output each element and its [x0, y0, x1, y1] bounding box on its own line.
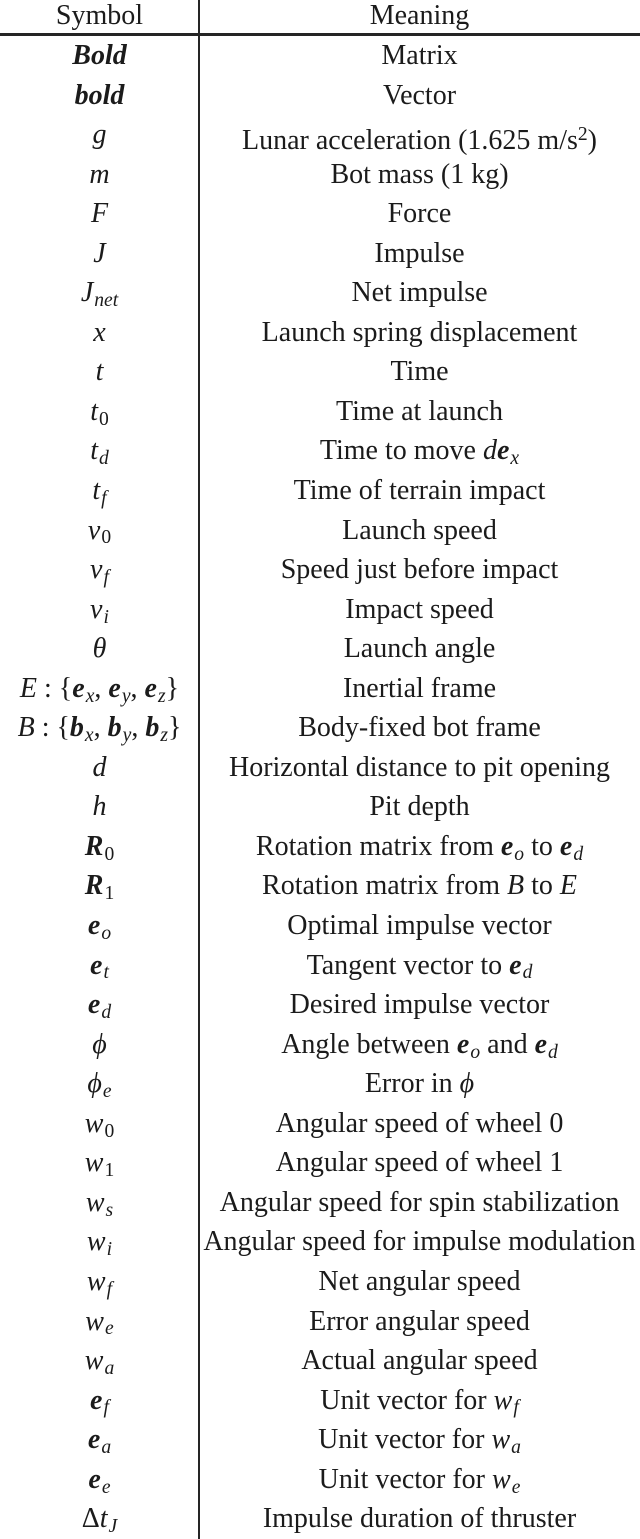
meaning-cell — [199, 511, 640, 551]
text-fragment: Angular speed of wheel 1 — [275, 1147, 564, 1179]
symbol-cell — [0, 511, 199, 551]
table-row — [0, 1499, 640, 1539]
text-fragment: Unit vector for — [318, 1424, 492, 1456]
table-row — [0, 155, 640, 195]
meaning-cell — [199, 115, 640, 155]
text-fragment: Net angular speed — [318, 1265, 521, 1297]
text-fragment: Actual angular speed — [301, 1345, 538, 1377]
table-row — [0, 550, 640, 590]
math-symbol: $w_0$ — [84, 1107, 115, 1142]
table-row — [0, 352, 640, 392]
math-bold-symbol: $e_o$ — [87, 910, 112, 944]
math-symbol: B — [506, 870, 525, 902]
symbol-cell — [0, 273, 199, 313]
subscript: net — [94, 290, 119, 312]
math-symbol: $w_a$ — [491, 1424, 521, 1459]
subscript: J — [108, 1516, 118, 1538]
text-fragment: Time of terrain impact — [293, 475, 546, 507]
math-bold-symbol: bold — [74, 79, 125, 111]
table-row — [0, 946, 640, 986]
table-row — [0, 866, 640, 906]
table-row — [0, 1381, 640, 1421]
symbol-cell — [0, 234, 199, 274]
text-fragment: Angular speed of wheel 0 — [275, 1107, 564, 1139]
meaning-cell — [199, 155, 640, 195]
math-symbol: $v_i$ — [90, 593, 109, 628]
symbol-cell — [0, 1222, 199, 1262]
table-row — [0, 1262, 640, 1302]
table-row — [0, 194, 640, 234]
meaning-cell — [199, 352, 640, 392]
math-symbol: ϕ — [92, 1028, 107, 1060]
subscript: i — [103, 606, 109, 628]
subscript: o — [514, 843, 525, 865]
math-bold-symbol: $e_d$ — [559, 830, 584, 865]
text-fragment: , — [94, 672, 109, 704]
subscript: a — [511, 1437, 521, 1459]
meaning-cell — [199, 1460, 640, 1500]
meaning-cell — [199, 1341, 640, 1381]
math-symbol: $w_f$ — [86, 1265, 113, 1300]
text-fragment: Impulse duration of thruster — [262, 1503, 577, 1535]
meaning-cell — [199, 708, 640, 748]
symbol-cell — [0, 1341, 199, 1381]
symbol-cell — [0, 194, 199, 234]
text-fragment: , — [93, 712, 108, 744]
subscript: y — [121, 685, 131, 707]
table-row — [0, 985, 640, 1025]
math-bold-symbol: $e_x$ — [496, 435, 520, 470]
text-fragment: Rotation matrix from — [255, 830, 501, 862]
symbol-cell — [0, 155, 199, 195]
symbol-cell — [0, 827, 199, 867]
subscript: 1 — [104, 883, 115, 905]
math-symbol: g — [92, 119, 107, 151]
meaning-cell — [199, 194, 640, 234]
symbol-cell — [0, 431, 199, 471]
table-row — [0, 1302, 640, 1342]
math-symbol: $w_e$ — [492, 1463, 521, 1498]
subscript: x — [85, 685, 95, 707]
math-bold-symbol: $e_a$ — [87, 1424, 112, 1459]
subscript: a — [104, 1357, 115, 1379]
math-bold-symbol: $b_y$ — [107, 712, 132, 747]
subscript: e — [101, 1476, 111, 1498]
symbol-cell — [0, 946, 199, 986]
text-fragment: Unit vector for — [318, 1463, 492, 1495]
math-bold-symbol: $e_x$ — [72, 672, 95, 707]
math-symbol: θ — [92, 633, 107, 665]
math-symbol: $v_0$ — [87, 514, 112, 549]
subscript: y — [122, 725, 132, 747]
subscript: d — [522, 962, 533, 984]
table-row — [0, 115, 640, 155]
meaning-cell — [199, 431, 640, 471]
text-fragment: Angle between — [281, 1028, 457, 1060]
symbol-cell — [0, 1064, 199, 1104]
math-bold-symbol: Bold — [72, 40, 127, 71]
text-fragment: and — [480, 1028, 535, 1060]
meaning-cell — [199, 629, 640, 669]
text-fragment: Error angular speed — [309, 1305, 530, 1337]
symbol-cell — [0, 1381, 199, 1421]
symbol-cell — [0, 906, 199, 946]
table-row — [0, 669, 640, 709]
math-symbol: E — [19, 672, 38, 704]
table-row — [0, 1143, 640, 1183]
header-meaning — [199, 0, 640, 34]
subscript: d — [101, 1002, 112, 1024]
math-symbol: $w_i$ — [86, 1226, 113, 1261]
text-fragment: Body-fixed bot frame — [298, 712, 541, 744]
header-meaning-label: Meaning — [369, 0, 470, 31]
symbol-cell — [0, 866, 199, 906]
meaning-cell — [199, 550, 640, 590]
symbol-cell — [0, 1460, 199, 1500]
meaning-cell — [199, 1262, 640, 1302]
table-row — [0, 1222, 640, 1262]
math-symbol: F — [90, 198, 109, 230]
table-row — [0, 1025, 640, 1065]
subscript: o — [101, 922, 112, 944]
header-symbol-label: Symbol — [55, 0, 144, 31]
symbol-cell — [0, 115, 199, 155]
table-row — [0, 827, 640, 867]
table-row — [0, 1460, 640, 1500]
subscript: s — [105, 1199, 114, 1221]
text-fragment: ) — [587, 124, 597, 155]
symbol-cell — [0, 1420, 199, 1460]
symbol-cell — [0, 550, 199, 590]
symbol-cell — [0, 1262, 199, 1302]
table-row — [0, 787, 640, 827]
subscript: e — [511, 1476, 521, 1498]
meaning-cell — [199, 827, 640, 867]
meaning-cell — [199, 748, 640, 788]
text-fragment: : { — [34, 712, 70, 744]
math-symbol: $w_s$ — [85, 1186, 114, 1221]
math-symbol: $w_a$ — [84, 1345, 115, 1379]
subscript: e — [104, 1318, 114, 1340]
math-symbol: $t_f$ — [92, 475, 107, 509]
text-fragment: Lunar acceleration (1.625 m/s — [242, 124, 578, 155]
text-fragment: Impact speed — [345, 593, 494, 625]
math-bold-symbol: $e_y$ — [108, 672, 131, 707]
meaning-cell — [199, 1104, 640, 1144]
text-fragment: Angular speed for impulse modulation — [203, 1226, 636, 1258]
table-row — [0, 1341, 640, 1381]
math-symbol: m — [89, 158, 110, 190]
math-bold-symbol: $e_f$ — [90, 1384, 109, 1419]
subscript: 0 — [104, 843, 115, 865]
subscript: i — [106, 1239, 113, 1261]
math-bold-symbol: $e_d$ — [509, 949, 533, 984]
text-fragment: } — [165, 672, 180, 704]
meaning-cell — [199, 1025, 640, 1065]
symbol-cell — [0, 985, 199, 1025]
subscript: o — [470, 1041, 481, 1063]
meaning-cell — [199, 313, 640, 353]
math-bold-symbol: $e_d$ — [534, 1028, 558, 1063]
table-row — [0, 313, 640, 353]
table-row — [0, 708, 640, 748]
meaning-cell — [199, 590, 640, 630]
text-fragment: to — [524, 830, 560, 862]
text-fragment: Vector — [382, 79, 457, 111]
symbol-cell — [0, 1104, 199, 1144]
meaning-cell — [199, 1302, 640, 1342]
math-symbol: E — [559, 870, 577, 902]
meaning-cell — [199, 787, 640, 827]
text-fragment: } — [167, 712, 182, 744]
meaning-cell — [199, 234, 640, 274]
math-symbol: d — [92, 751, 107, 783]
meaning-cell — [199, 471, 640, 511]
symbol-cell — [0, 352, 199, 392]
superscript: 2 — [577, 124, 588, 146]
subscript: x — [84, 725, 94, 747]
symbol-cell — [0, 708, 199, 748]
table-row — [0, 76, 640, 116]
math-symbol: $w_e$ — [85, 1305, 114, 1340]
meaning-cell — [199, 1183, 640, 1223]
text-fragment: Unit vector for — [320, 1384, 494, 1416]
text-fragment: Net impulse — [351, 277, 488, 309]
meaning-cell — [199, 1499, 640, 1539]
subscript: f — [101, 487, 107, 509]
meaning-cell — [199, 1381, 640, 1421]
table-row — [0, 629, 640, 669]
math-bold-symbol: $e_z$ — [144, 672, 166, 707]
meaning-cell — [199, 392, 640, 432]
math-symbol: $\phi_e$ — [87, 1068, 112, 1103]
symbol-cell — [0, 1499, 199, 1539]
text-fragment: Impulse — [374, 237, 465, 269]
subscript: 0 — [101, 527, 112, 549]
symbol-cell — [0, 1025, 199, 1065]
math-bold-symbol: $e_o$ — [500, 830, 525, 865]
math-bold-symbol: $b_z$ — [145, 712, 168, 747]
symbol-cell — [0, 787, 199, 827]
symbol-cell — [0, 36, 199, 76]
meaning-cell — [199, 906, 640, 946]
symbol-cell — [0, 629, 199, 669]
text-fragment: Time — [390, 356, 449, 388]
table-row — [0, 1420, 640, 1460]
text-fragment: Rotation matrix from — [262, 870, 507, 902]
text-fragment: Error in — [364, 1068, 460, 1100]
symbol-cell — [0, 392, 199, 432]
table-row — [0, 511, 640, 551]
text-fragment: Matrix — [381, 40, 458, 71]
text-fragment: Launch angle — [343, 633, 496, 665]
math-symbol: t — [95, 356, 104, 388]
table-header-row — [0, 0, 640, 34]
table-row — [0, 273, 640, 313]
math-symbol: h — [92, 791, 107, 823]
text-fragment: Δ — [81, 1503, 100, 1535]
text-fragment: Bot mass (1 kg) — [330, 158, 509, 190]
symbol-cell — [0, 471, 199, 511]
math-bold-symbol: $e_o$ — [456, 1028, 481, 1063]
math-symbol: d — [482, 435, 497, 467]
meaning-cell — [199, 273, 640, 313]
meaning-cell — [199, 985, 640, 1025]
math-symbol: J — [93, 237, 106, 269]
symbol-cell — [0, 1183, 199, 1223]
text-fragment: Time to move — [319, 435, 483, 467]
subscript: x — [510, 448, 520, 470]
subscript: e — [102, 1081, 112, 1103]
text-fragment: Launch speed — [342, 514, 497, 546]
text-fragment: Desired impulse vector — [289, 989, 550, 1021]
table-row — [0, 748, 640, 788]
meaning-cell — [199, 946, 640, 986]
table-row — [0, 234, 640, 274]
text-fragment: Speed just before impact — [280, 554, 559, 586]
subscript: d — [98, 448, 109, 470]
text-fragment: : { — [37, 672, 73, 704]
symbol-cell — [0, 313, 199, 353]
table-body — [0, 36, 640, 1539]
table-row — [0, 471, 640, 511]
meaning-cell — [199, 1420, 640, 1460]
math-symbol: B — [17, 712, 35, 744]
text-fragment: , — [130, 672, 145, 704]
meaning-cell — [199, 1064, 640, 1104]
subscript: 1 — [104, 1160, 115, 1182]
math-symbol: $t_0$ — [90, 395, 109, 430]
math-symbol: $J_{net}$ — [80, 277, 119, 312]
subscript: t — [103, 962, 109, 984]
math-bold-symbol: $e_d$ — [87, 989, 112, 1024]
math-symbol: $v_f$ — [90, 554, 109, 588]
text-fragment: Tangent vector to — [306, 949, 510, 981]
symbol-cell — [0, 748, 199, 788]
math-bold-symbol: $R_0$ — [84, 830, 115, 865]
symbol-cell — [0, 590, 199, 630]
header-symbol — [0, 0, 199, 34]
math-bold-symbol: $e_t$ — [90, 949, 109, 984]
symbol-cell — [0, 1143, 199, 1183]
text-fragment: Horizontal distance to pit opening — [228, 751, 611, 783]
text-fragment: to — [524, 870, 560, 902]
text-fragment: Time at launch — [336, 395, 503, 427]
meaning-cell — [199, 669, 640, 709]
math-symbol: x — [93, 316, 106, 348]
math-symbol: $w_f$ — [493, 1384, 519, 1419]
math-symbol: $w_1$ — [84, 1147, 115, 1182]
table-row — [0, 36, 640, 76]
symbol-cell — [0, 669, 199, 709]
text-fragment: Launch spring displacement — [261, 316, 578, 348]
table-row — [0, 392, 640, 432]
meaning-cell — [199, 1143, 640, 1183]
table-row — [0, 1104, 640, 1144]
meaning-cell — [199, 76, 640, 116]
meaning-cell — [199, 1222, 640, 1262]
subscript: f — [106, 1278, 113, 1300]
math-bold-symbol: $b_x$ — [69, 712, 94, 747]
subscript: d — [573, 843, 584, 865]
subscript: 0 — [98, 408, 109, 430]
math-bold-symbol: $e_e$ — [88, 1463, 111, 1498]
subscript: f — [513, 1397, 519, 1419]
subscript: f — [103, 1397, 109, 1419]
table-row — [0, 906, 640, 946]
math-symbol: $t_J$ — [99, 1503, 118, 1538]
table-row — [0, 1183, 640, 1223]
subscript: a — [101, 1437, 112, 1459]
math-symbol: ϕ — [459, 1068, 475, 1100]
symbol-cell — [0, 1302, 199, 1342]
subscript: f — [103, 567, 109, 588]
math-bold-symbol: $R_1$ — [84, 870, 115, 905]
text-fragment: , — [131, 712, 146, 744]
subscript: z — [160, 725, 168, 747]
table-row — [0, 1064, 640, 1104]
meaning-cell — [199, 866, 640, 906]
meaning-cell — [199, 36, 640, 76]
table-row — [0, 431, 640, 471]
text-fragment: Inertial frame — [342, 672, 497, 704]
math-symbol: $t_d$ — [90, 435, 109, 470]
subscript: z — [157, 685, 166, 707]
text-fragment: Optimal impulse vector — [287, 910, 552, 942]
text-fragment: Pit depth — [369, 791, 470, 823]
subscript: 0 — [104, 1120, 115, 1142]
text-fragment: Angular speed for spin stabilization — [219, 1186, 620, 1218]
symbol-cell — [0, 76, 199, 116]
table-row — [0, 590, 640, 630]
text-fragment: Force — [387, 198, 452, 230]
subscript: d — [548, 1041, 558, 1063]
